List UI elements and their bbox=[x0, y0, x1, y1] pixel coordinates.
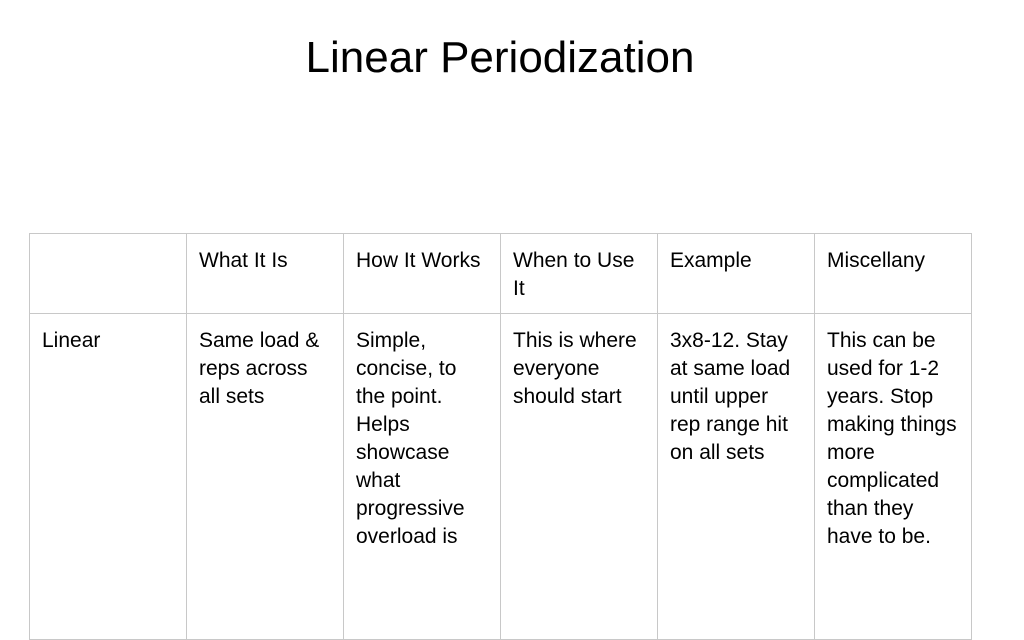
header-cell-what-it-is: What It Is bbox=[187, 234, 344, 314]
how-it-works-cell: Simple, concise, to the point. Helps showcase what progressive overload is bbox=[344, 314, 501, 640]
header-cell-when-to-use-it: When to Use It bbox=[501, 234, 658, 314]
header-cell-example: Example bbox=[658, 234, 815, 314]
row-label-cell: Linear bbox=[30, 314, 187, 640]
table-header-row bbox=[30, 234, 972, 314]
header-cell-miscellany: Miscellany bbox=[815, 234, 972, 314]
table-row bbox=[30, 314, 972, 640]
miscellany-cell: This can be used for 1-2 years. Stop making things more complicated than they have to be. bbox=[815, 314, 972, 640]
slide-title: Linear Periodization bbox=[305, 33, 695, 82]
header-cell-corner bbox=[30, 234, 187, 314]
what-it-is-cell: Same load & reps across all sets bbox=[187, 314, 344, 640]
header-cell-how-it-works: How It Works bbox=[344, 234, 501, 314]
periodization-table bbox=[29, 233, 972, 640]
example-cell: 3x8-12. Stay at same load until upper rep range hit on all sets bbox=[658, 314, 815, 640]
when-to-use-it-cell: This is where everyone should start bbox=[501, 314, 658, 640]
